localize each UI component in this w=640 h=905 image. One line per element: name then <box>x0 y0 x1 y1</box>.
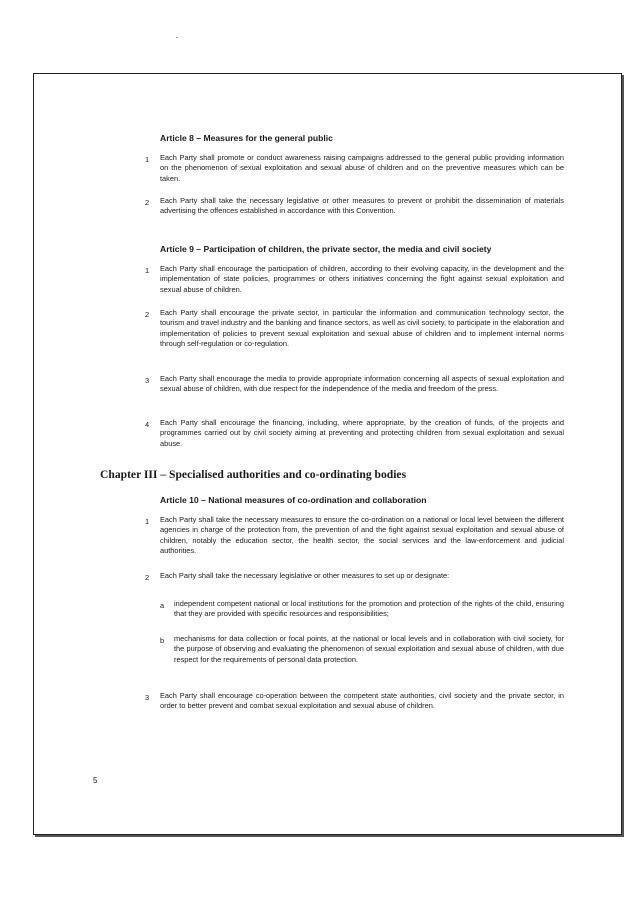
article-9-para-4: Each Party shall encourage the financing, including, where appropriate, by the creation of funds, of the projects and programmes carried out by civil society aiming at preventing and protecting children from sexual exploitation and sexual abuse. <box>160 418 564 448</box>
article-8-para-2: Each Party shall take the necessary legislative or other measures to prevent or prohibit the dissemination of materials advertising the offences established in accordance with this Convention. <box>160 196 564 216</box>
article-10-para-1-number: 1 <box>145 517 150 526</box>
article-9-para-4-number: 4 <box>145 420 150 429</box>
article-10-para-1: Each Party shall take the necessary measures to ensure the co-ordination on a national or local level between the different agencies in charge of the protection from, the prevention of and the fight against sexual exploitation and sexual abuse of children, notably the education sector, the health sector, the social services and the law-enforcement and judicial authorities. <box>160 515 564 555</box>
article-9-para-1-number: 1 <box>145 266 150 275</box>
scan-speck <box>176 37 178 38</box>
article-10-sub-a-letter: a <box>160 601 165 610</box>
article-9-para-3-number: 3 <box>145 376 150 385</box>
article-10-para-3: Each Party shall encourage co-operation between the competent state authorities, civil society and the private sector, in order to better prevent and combat sexual exploitation and sexual abuse of children. <box>160 691 564 711</box>
article-9-para-1: Each Party shall encourage the participation of children, according to their evolving capacity, in the development and the implementation of state policies, programmes or others initiatives concerning the fight against sexual exploitation and sexual abuse of children. <box>160 264 564 294</box>
page-frame <box>33 73 622 835</box>
article-10-sub-b: mechanisms for data collection or focal points, at the national or local levels and in collaboration with civil society, for the purpose of observing and evaluating the phenomenon of sexual exploitation and sexual abuse of children, with due respect for the requirements of personal data protection. <box>174 634 564 664</box>
article-10-title: Article 10 – National measures of co-ordination and collaboration <box>160 495 427 505</box>
article-8-title: Article 8 – Measures for the general public <box>160 133 333 143</box>
article-9-para-2: Each Party shall encourage the private sector, in particular the information and communication technology sector, the tourism and travel industry and the banking and finance sectors, as well as civil society, to participate in the elaboration and implementation of policies to prevent sexual exploitation and sexual abuse of children and to implement internal norms through self-regulation or co-regulation. <box>160 308 564 348</box>
page-number: 5 <box>93 776 98 785</box>
chapter-3-heading: Chapter III – Specialised authorities and co-ordinating bodies <box>100 468 407 481</box>
article-8-para-1: Each Party shall promote or conduct awareness raising campaigns addressed to the general public providing information on the phenomenon of sexual exploitation and sexual abuse of children and on the preventive measures which can be taken. <box>160 153 564 183</box>
article-8-para-1-number: 1 <box>145 155 150 164</box>
article-9-para-3: Each Party shall encourage the media to provide appropriate information concerning all aspects of sexual exploitation and sexual abuse of children, with due respect for the independence of the media and freedom of the press. <box>160 374 564 394</box>
article-10-para-2-number: 2 <box>145 573 150 582</box>
article-8-para-2-number: 2 <box>145 198 150 207</box>
article-9-para-2-number: 2 <box>145 310 150 319</box>
article-10-sub-a: independent competent national or local institutions for the promotion and protection of the rights of the child, ensuring that they are provided with specific resources and responsibilities; <box>174 599 564 619</box>
article-9-title: Article 9 – Participation of children, the private sector, the media and civil society <box>160 244 492 254</box>
article-10-sub-b-letter: b <box>160 636 165 645</box>
article-10-para-3-number: 3 <box>145 693 150 702</box>
article-10-para-2: Each Party shall take the necessary legislative or other measures to set up or designate: <box>160 571 450 580</box>
